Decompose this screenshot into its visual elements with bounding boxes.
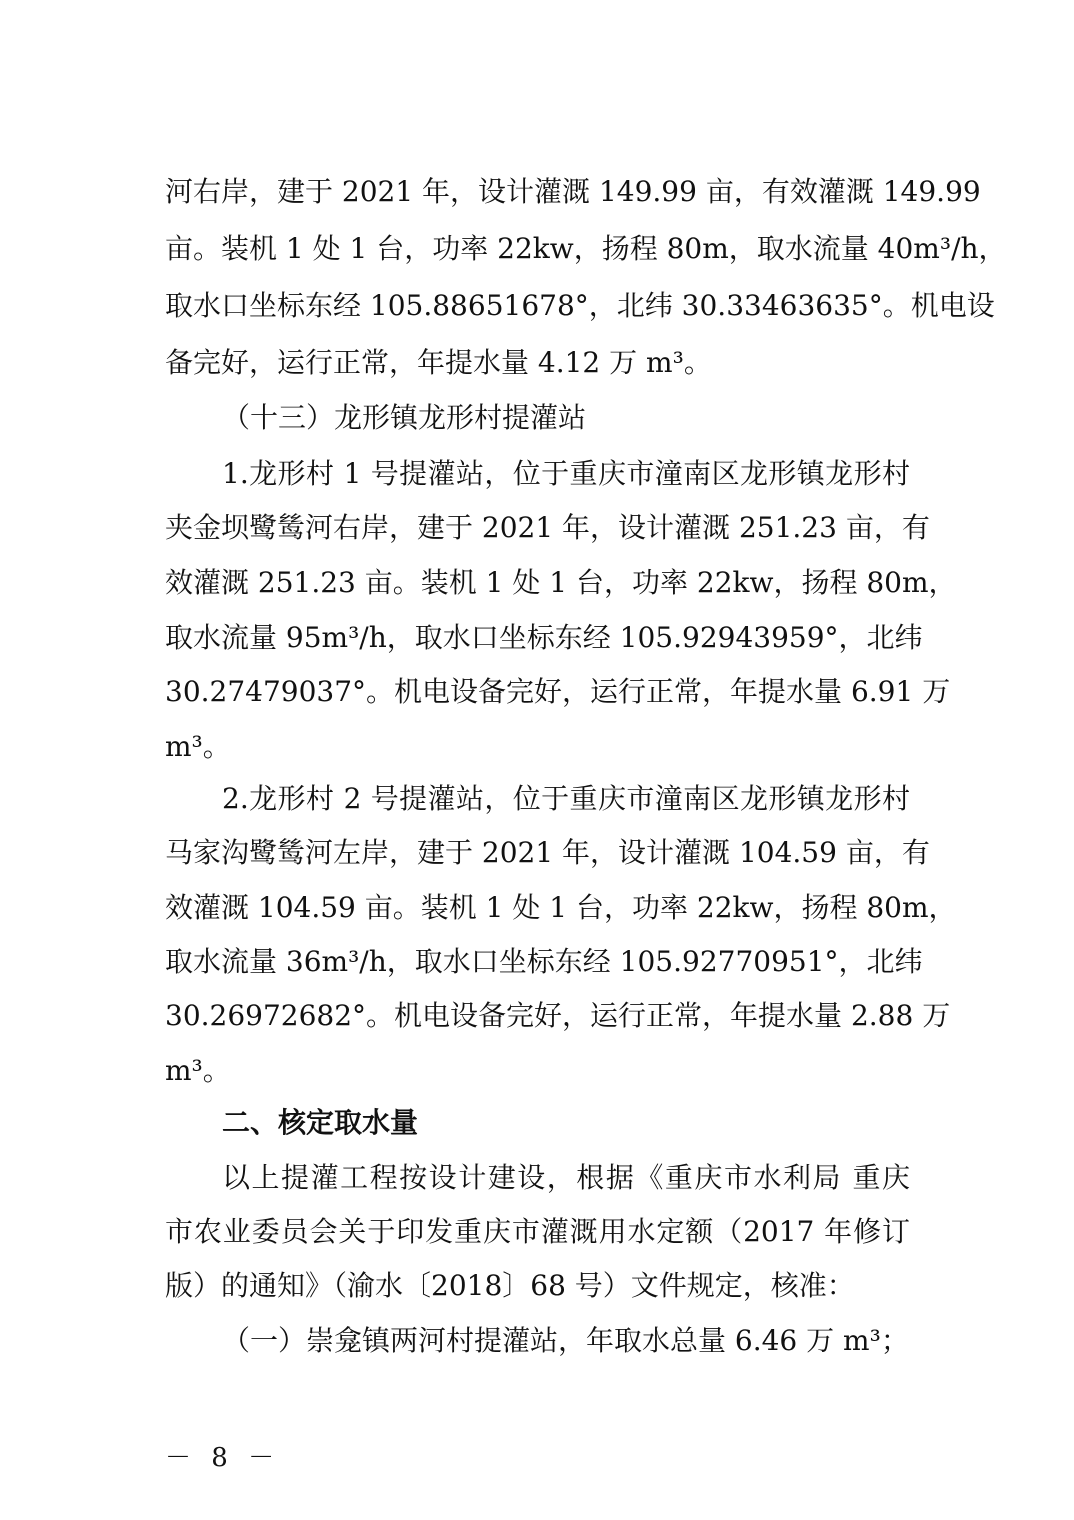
section-heading: 二、核定取水量 xyxy=(222,1106,419,1139)
paragraph-line: m³。 xyxy=(165,730,231,763)
paragraph-line: 以上提灌工程按设计建设，根据《重庆市水利局 重庆 xyxy=(222,1161,910,1194)
paragraph-line: 30.26972682°。机电设备完好，运行正常，年提水量 2.88 万 xyxy=(165,999,951,1032)
paragraph-line: 2.龙形村 2 号提灌站，位于重庆市潼南区龙形镇龙形村 xyxy=(222,782,910,815)
paragraph-line: （一）崇龛镇两河村提灌站，年取水总量 6.46 万 m³； xyxy=(222,1324,909,1357)
paragraph-line: 河右岸，建于 2021 年，设计灌溉 149.99 亩，有效灌溉 149.99 xyxy=(165,175,981,208)
paragraph-line: 取水口坐标东经 105.88651678°，北纬 30.33463635°。机电设 xyxy=(165,289,995,322)
subsection-heading: （十三）龙形镇龙形村提灌站 xyxy=(222,401,587,434)
paragraph-line: 版）的通知》（渝水〔2018〕68 号）文件规定，核准： xyxy=(165,1269,855,1302)
paragraph-line: 效灌溉 251.23 亩。装机 1 处 1 台，功率 22kw，扬程 80m， xyxy=(165,566,957,599)
paragraph-line: 1.龙形村 1 号提灌站，位于重庆市潼南区龙形镇龙形村 xyxy=(222,457,910,490)
paragraph-line: 取水流量 95m³/h，取水口坐标东经 105.92943959°，北纬 xyxy=(165,621,923,654)
paragraph-line: 30.27479037°。机电设备完好，运行正常，年提水量 6.91 万 xyxy=(165,675,951,708)
page-number: － 8 － xyxy=(165,1443,281,1473)
paragraph-line: m³。 xyxy=(165,1054,231,1087)
paragraph-line: 市农业委员会关于印发重庆市灌溉用水定额（2017 年修订 xyxy=(165,1215,910,1248)
paragraph-line: 亩。装机 1 处 1 台，功率 22kw，扬程 80m，取水流量 40m³/h， xyxy=(165,232,1007,265)
paragraph-line: 马家沟鹭鸶河左岸，建于 2021 年，设计灌溉 104.59 亩，有 xyxy=(165,836,930,869)
paragraph-line: 取水流量 36m³/h，取水口坐标东经 105.92770951°，北纬 xyxy=(165,945,923,978)
paragraph-line: 效灌溉 104.59 亩。装机 1 处 1 台，功率 22kw，扬程 80m， xyxy=(165,891,957,924)
paragraph-line: 夹金坝鹭鸶河右岸，建于 2021 年，设计灌溉 251.23 亩，有 xyxy=(165,511,930,544)
paragraph-line: 备完好，运行正常，年提水量 4.12 万 m³。 xyxy=(165,346,712,379)
